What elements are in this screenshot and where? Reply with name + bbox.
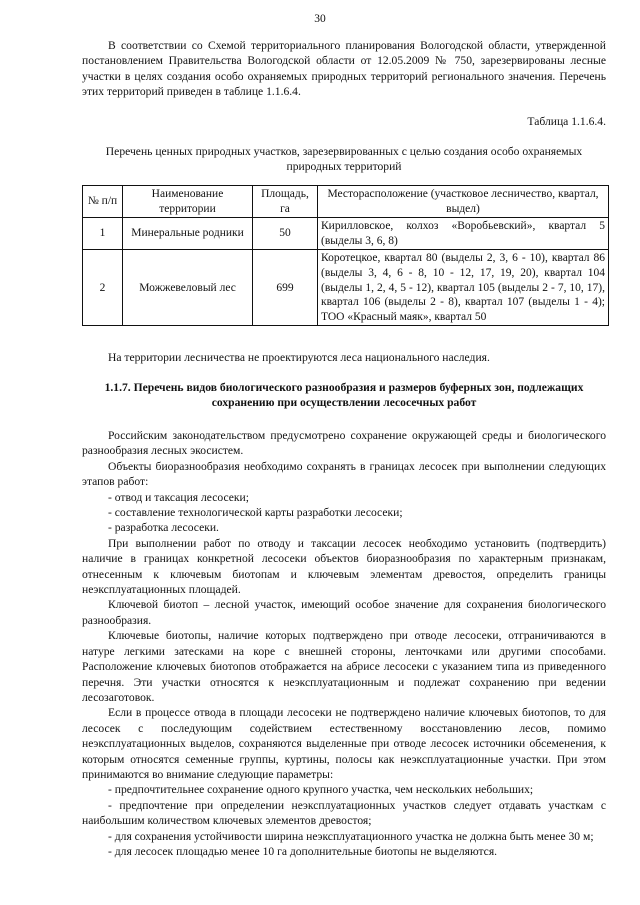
list-item: - для сохранения устойчивости ширина неэксплуатационного участка не должна быть менее 30 м;	[108, 829, 594, 843]
body-paragraph: Объекты биоразнообразия необходимо сохранять в границах лесосек при выполнении следующих этапов работ:	[82, 459, 606, 489]
reserved-areas-table	[82, 185, 609, 326]
header-number: № п/п	[83, 186, 123, 218]
header-area: Площадь, га	[253, 186, 318, 218]
row-name: Можжевеловый лес	[123, 250, 253, 326]
note-paragraph: На территории лесничества не проектируются леса национального наследия.	[108, 351, 490, 364]
list-item: - составление технологической карты разработки лесосеки;	[108, 506, 403, 520]
list-item: - разработка лесосеки.	[108, 521, 219, 535]
body-paragraph: При выполнении работ по отводу и таксации лесосек необходимо установить (подтвердить) наличие в границах конкретной лесосеки объектов биоразнообразия по характерным признакам, отнесенным к ключевым биотопам и ключевым элементам древостоя, определить границы неэксплуатационных площадей.	[82, 536, 606, 597]
body-paragraph: Если в процессе отвода в площади лесосеки не подтверждено наличие ключевых биотопов, то для лесосек с последующим содействием естественному восстановлению лесов, помимо неэксплуатационных выделов, сохраняются выделенные при отводе лесосек источники обсеменения, к которым относятся семенные группы, куртины, полосы как неэксплуатационные участки. При этом принимаются во внимание следующие параметры:	[82, 706, 606, 781]
header-name: Наименование территории	[123, 186, 253, 218]
list-item: - для лесосек площадью менее 10 га дополнительные биотопы не выделяются.	[108, 844, 498, 858]
row-location: Коротецкое, квартал 80 (выделы 2, 3, 6 - 10), квартал 86 (выделы 3, 4, 6 - 8, 10 - 12, 17, 19, 20), квартал 104 (выделы 1, 2, 4, 5 - 12), квартал 105 (выделы 2 - 7, 10, 17), квартал 106 (выделы 2 - 8), квартал 107 (выделы 1 - 4); ТОО «Красный маяк», квартал 50	[318, 250, 609, 326]
table-header-row	[83, 186, 609, 218]
row-area: 699	[253, 250, 318, 326]
table-title: Перечень ценных природных участков, зарезервированных с целью создания особо охраняемых природных территорий	[105, 145, 583, 174]
body-paragraph: Ключевые биотопы, наличие которых подтверждено при отводе лесосеки, отграничиваются в натуре легкими затесками на коре с внешней стороны, ленточками или другими способами. Расположение ключевых биотопов отображается на абрисе лесосеки с указанием типа из приведенного перечня. Эти участки относятся к неэксплуатационным и подлежат сохранению при ведении лесозаготовок.	[82, 629, 606, 704]
body-paragraph: Ключевой биотоп – лесной участок, имеющий особое значение для сохранения биологического разнообразия.	[82, 598, 606, 627]
header-location: Месторасположение (участковое лесничество, квартал, выдел)	[318, 186, 609, 218]
section-heading: 1.1.7. Перечень видов биологического разнообразия и размеров буферных зон, подлежащих сохранению при осуществлении лесосечных работ	[104, 381, 584, 410]
row-area: 50	[253, 218, 318, 250]
table-row	[83, 218, 609, 250]
list-item: - предпочтительнее сохранение одного крупного участка, чем нескольких небольших;	[108, 783, 534, 797]
table-row	[83, 250, 609, 326]
list-item: - отвод и таксация лесосеки;	[108, 490, 249, 504]
intro-paragraph-block	[82, 38, 606, 100]
row-name: Минеральные родники	[123, 218, 253, 250]
note-block	[82, 350, 606, 365]
page-number: 30	[314, 13, 326, 25]
body-text	[82, 428, 606, 859]
table-label: Таблица 1.1.6.4.	[527, 115, 606, 128]
intro-paragraph: В соответствии со Схемой территориального планирования Вологодской области, утвержденной постановлением Правительства Вологодской области от 12.05.2009 № 750, зарезервированы лесные участки в целях создания особо охраняемых природных территорий регионального значения. Перечень этих территорий приведен в таблице 1.1.6.4.	[82, 39, 606, 99]
row-number: 2	[83, 250, 123, 326]
list-item: - предпочтение при определении неэксплуатационных участков следует отдавать участкам с наибольшим количеством ключевых элементов древостоя;	[82, 798, 606, 828]
row-number: 1	[83, 218, 123, 250]
row-location: Кирилловское, колхоз «Воробьевский», квартал 5 (выделы 3, 6, 8)	[318, 218, 609, 250]
body-paragraph: Российским законодательством предусмотрено сохранение окружающей среды и биологического разнообразия лесных экосистем.	[82, 429, 606, 458]
